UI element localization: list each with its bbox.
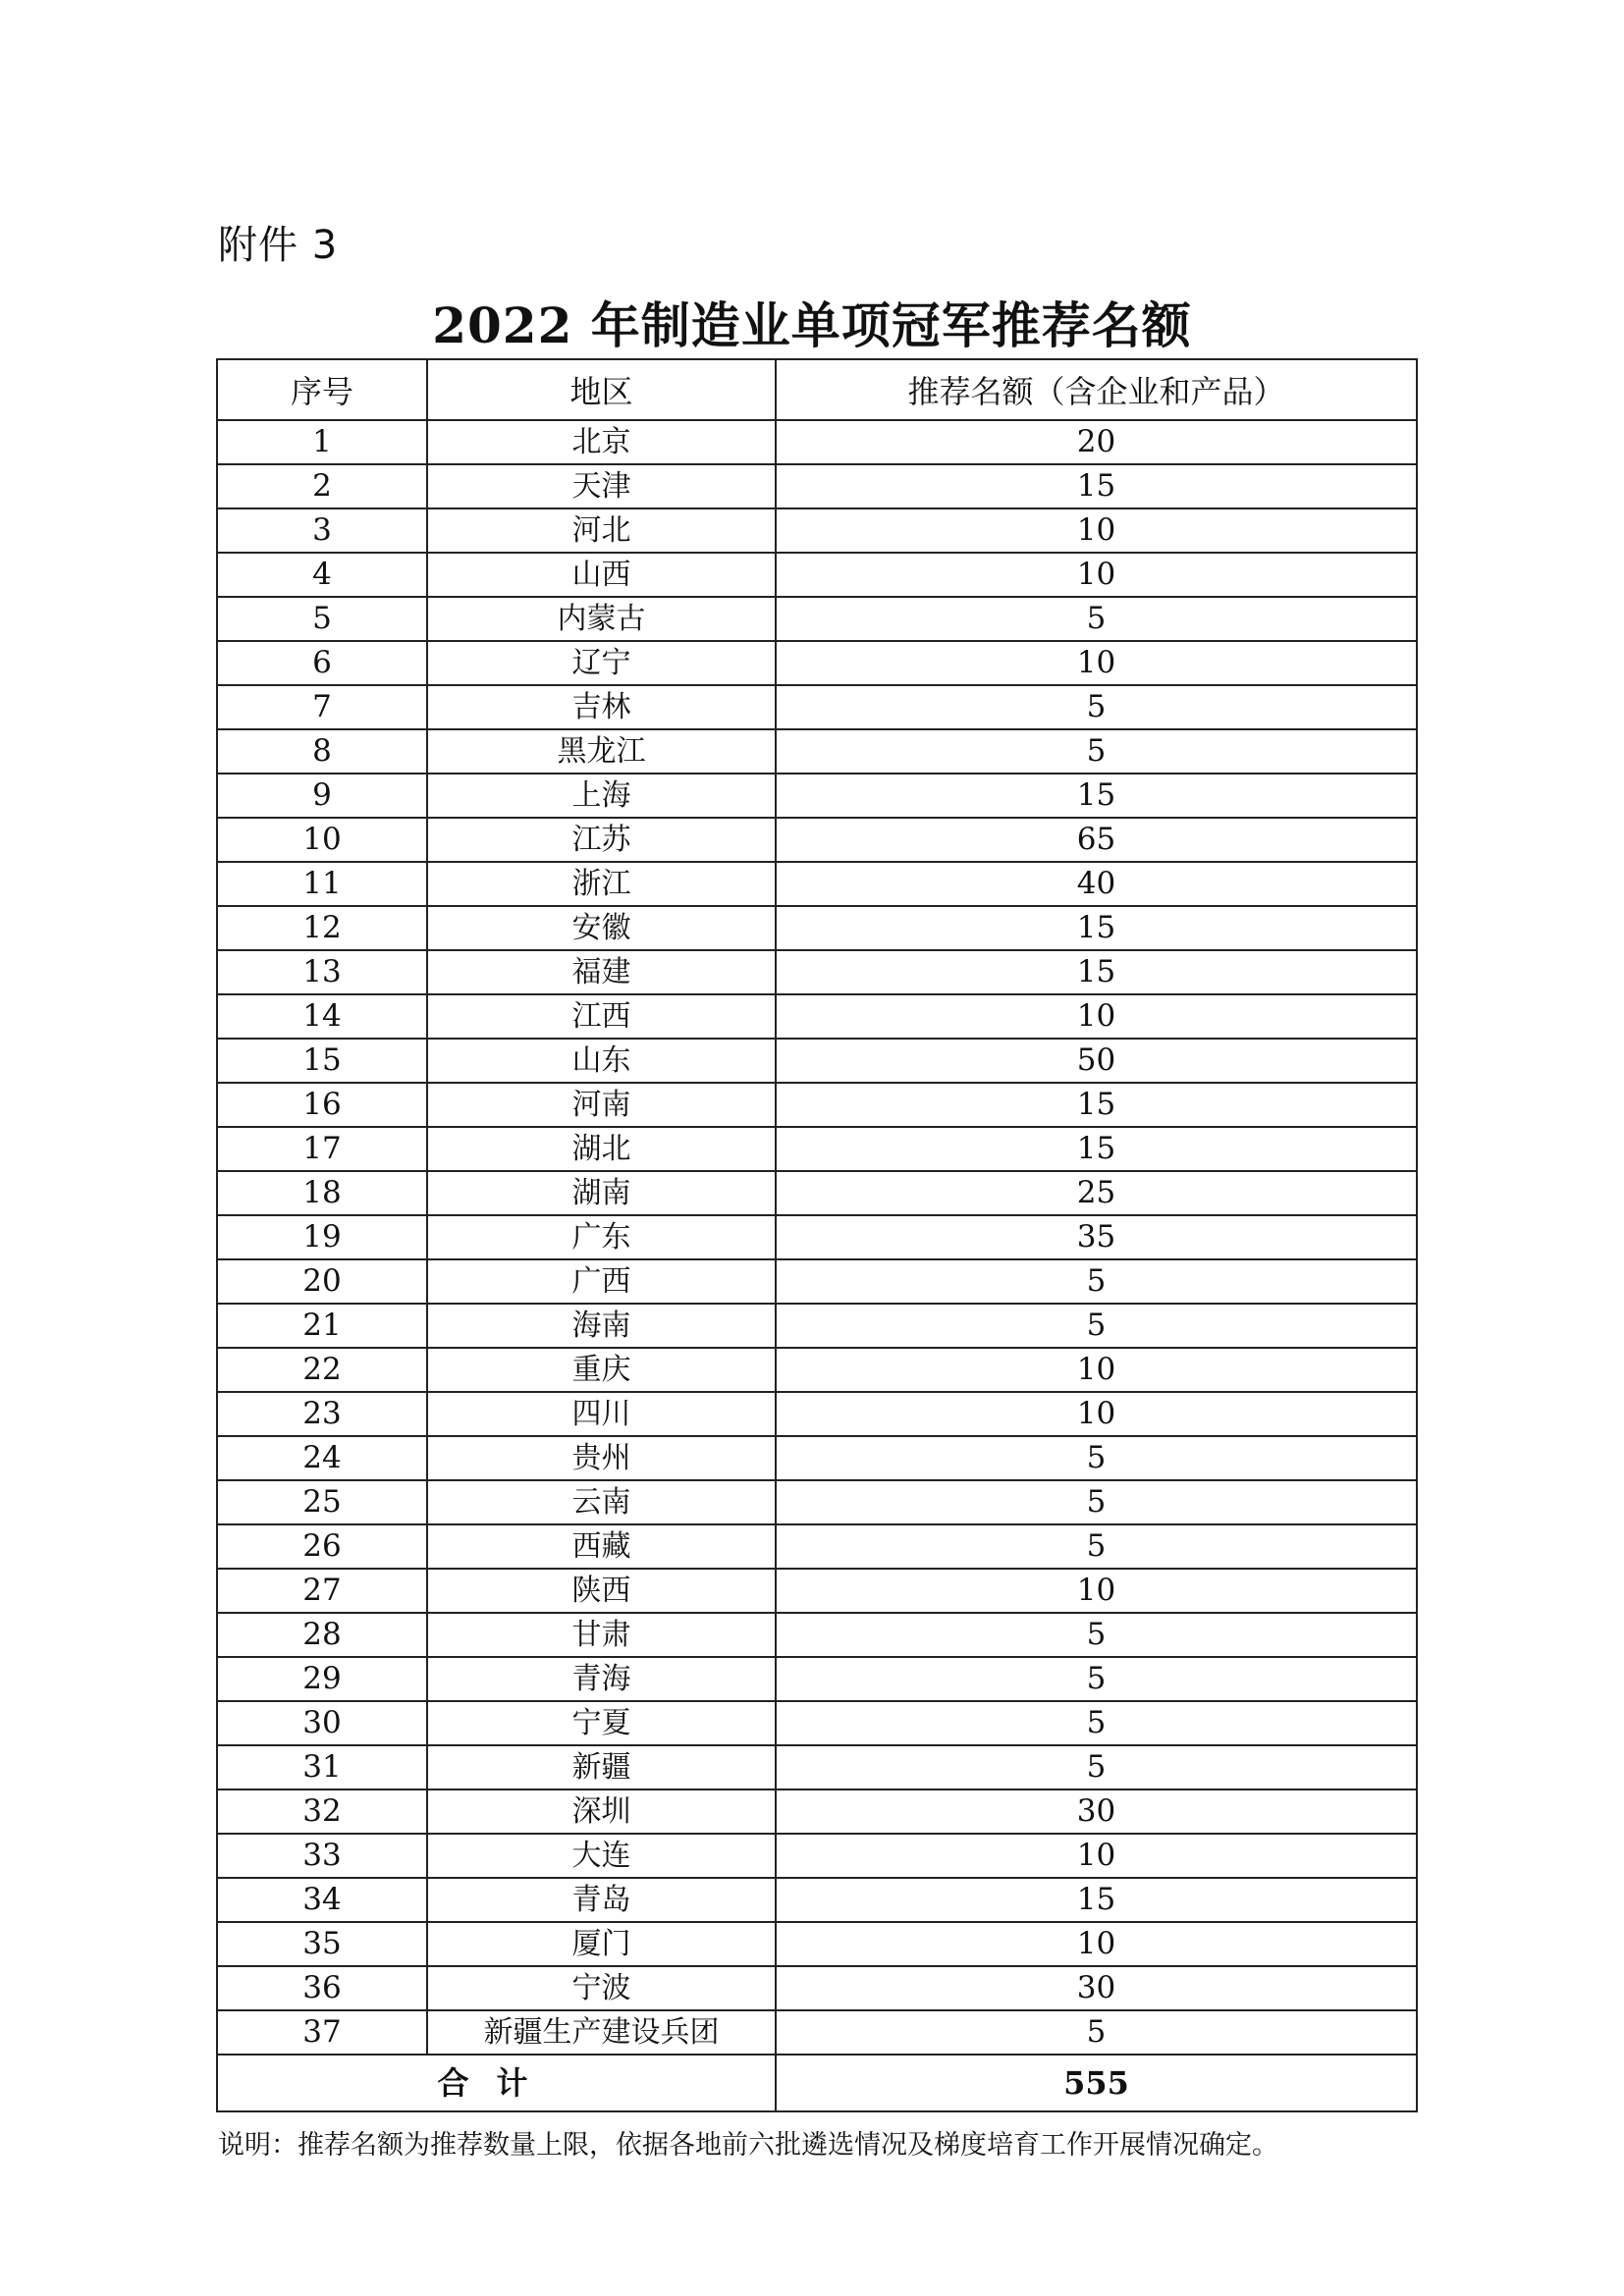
cell-region: 宁波 [427,1966,776,2010]
cell-region: 青海 [427,1657,776,1701]
cell-quota: 10 [776,1348,1417,1392]
cell-quota: 5 [776,1304,1417,1348]
cell-index: 35 [217,1922,427,1966]
table-header [217,359,1417,420]
column-header-region: 地区 [427,359,776,420]
cell-region: 上海 [427,774,776,818]
cell-quota: 10 [776,1392,1417,1436]
table-row [217,994,1417,1039]
cell-region: 湖北 [427,1127,776,1171]
quota-table [216,358,1418,2112]
cell-region: 厦门 [427,1922,776,1966]
cell-index: 33 [217,1834,427,1878]
cell-region: 江西 [427,994,776,1039]
table-row [217,508,1417,553]
cell-region: 内蒙古 [427,597,776,641]
cell-region: 青岛 [427,1878,776,1922]
cell-index: 5 [217,597,427,641]
cell-region: 四川 [427,1392,776,1436]
cell-region: 新疆 [427,1745,776,1789]
cell-quota: 5 [776,2010,1417,2055]
cell-region: 黑龙江 [427,729,776,774]
table-row [217,1966,1417,2010]
table-row [217,685,1417,729]
cell-index: 11 [217,862,427,906]
cell-index: 32 [217,1789,427,1834]
cell-quota: 10 [776,1922,1417,1966]
cell-quota: 15 [776,774,1417,818]
cell-index: 29 [217,1657,427,1701]
cell-region: 贵州 [427,1436,776,1480]
table-row [217,950,1417,994]
cell-quota: 15 [776,950,1417,994]
cell-index: 21 [217,1304,427,1348]
cell-index: 15 [217,1039,427,1083]
cell-index: 12 [217,906,427,950]
cell-quota: 5 [776,729,1417,774]
cell-region: 宁夏 [427,1701,776,1745]
total-row [217,2055,1417,2111]
table-row [217,553,1417,597]
table-row [217,1789,1417,1834]
table-row [217,1480,1417,1524]
cell-quota: 10 [776,553,1417,597]
table-row [217,1083,1417,1127]
cell-index: 16 [217,1083,427,1127]
cell-quota: 20 [776,420,1417,464]
cell-index: 1 [217,420,427,464]
table-row [217,1304,1417,1348]
table-body [217,420,1417,2055]
cell-quota: 10 [776,641,1417,685]
table-row [217,1215,1417,1259]
cell-region: 北京 [427,420,776,464]
cell-quota: 30 [776,1789,1417,1834]
total-value: 555 [776,2055,1417,2111]
cell-index: 34 [217,1878,427,1922]
header-row [217,359,1417,420]
cell-quota: 5 [776,597,1417,641]
cell-index: 26 [217,1524,427,1569]
cell-index: 19 [217,1215,427,1259]
cell-region: 山西 [427,553,776,597]
cell-quota: 40 [776,862,1417,906]
attachment-label: 附件 3 [218,223,339,268]
table-row [217,1039,1417,1083]
cell-index: 18 [217,1171,427,1215]
cell-region: 大连 [427,1834,776,1878]
cell-quota: 15 [776,906,1417,950]
table-row [217,1436,1417,1480]
table-row [217,1259,1417,1304]
cell-quota: 30 [776,1966,1417,2010]
cell-index: 36 [217,1966,427,2010]
cell-index: 27 [217,1569,427,1613]
cell-index: 3 [217,508,427,553]
table-row [217,1569,1417,1613]
cell-quota: 25 [776,1171,1417,1215]
cell-region: 浙江 [427,862,776,906]
cell-index: 13 [217,950,427,994]
table-row [217,1657,1417,1701]
cell-index: 4 [217,553,427,597]
page-title: 2022 年制造业单项冠军推荐名额 [432,296,1192,354]
cell-quota: 5 [776,1259,1417,1304]
total-label: 合计 [217,2055,776,2111]
table-row [217,1613,1417,1657]
column-header-index: 序号 [217,359,427,420]
table-row [217,1922,1417,1966]
table-row [217,906,1417,950]
cell-region: 河南 [427,1083,776,1127]
cell-region: 云南 [427,1480,776,1524]
cell-index: 6 [217,641,427,685]
cell-quota: 5 [776,1657,1417,1701]
cell-index: 37 [217,2010,427,2055]
cell-index: 10 [217,818,427,862]
cell-index: 17 [217,1127,427,1171]
cell-index: 31 [217,1745,427,1789]
table-row [217,1834,1417,1878]
table-row [217,818,1417,862]
table-row [217,862,1417,906]
cell-quota: 35 [776,1215,1417,1259]
cell-quota: 5 [776,1480,1417,1524]
cell-quota: 5 [776,685,1417,729]
cell-quota: 5 [776,1436,1417,1480]
cell-region: 西藏 [427,1524,776,1569]
cell-quota: 15 [776,1083,1417,1127]
table-row [217,464,1417,508]
cell-quota: 50 [776,1039,1417,1083]
cell-index: 20 [217,1259,427,1304]
table-row [217,1524,1417,1569]
cell-region: 重庆 [427,1348,776,1392]
cell-region: 新疆生产建设兵团 [427,2010,776,2055]
cell-quota: 10 [776,508,1417,553]
table-row [217,1127,1417,1171]
cell-region: 陕西 [427,1569,776,1613]
cell-index: 8 [217,729,427,774]
cell-index: 24 [217,1436,427,1480]
table-row [217,641,1417,685]
cell-index: 2 [217,464,427,508]
table-row [217,1878,1417,1922]
cell-index: 9 [217,774,427,818]
cell-quota: 10 [776,1569,1417,1613]
table-row [217,1348,1417,1392]
cell-quota: 65 [776,818,1417,862]
table-row [217,2010,1417,2055]
table-row [217,774,1417,818]
cell-index: 7 [217,685,427,729]
cell-quota: 5 [776,1524,1417,1569]
cell-region: 江苏 [427,818,776,862]
cell-quota: 5 [776,1745,1417,1789]
table-row [217,1701,1417,1745]
cell-region: 海南 [427,1304,776,1348]
cell-region: 广西 [427,1259,776,1304]
table-row [217,729,1417,774]
cell-region: 湖南 [427,1171,776,1215]
cell-region: 深圳 [427,1789,776,1834]
cell-quota: 15 [776,464,1417,508]
cell-index: 22 [217,1348,427,1392]
cell-quota: 15 [776,1127,1417,1171]
cell-quota: 10 [776,1834,1417,1878]
table-row [217,1392,1417,1436]
cell-index: 14 [217,994,427,1039]
cell-quota: 5 [776,1613,1417,1657]
footnote: 说明：推荐名额为推荐数量上限，依据各地前六批遴选情况及梯度培育工作开展情况确定。 [218,2130,1278,2161]
cell-region: 天津 [427,464,776,508]
table-row [217,420,1417,464]
cell-index: 25 [217,1480,427,1524]
cell-quota: 5 [776,1701,1417,1745]
cell-region: 甘肃 [427,1613,776,1657]
table-row [217,1745,1417,1789]
cell-quota: 15 [776,1878,1417,1922]
cell-quota: 10 [776,994,1417,1039]
column-header-quota: 推荐名额（含企业和产品） [776,359,1417,420]
cell-index: 30 [217,1701,427,1745]
cell-region: 安徽 [427,906,776,950]
cell-region: 河北 [427,508,776,553]
cell-region: 福建 [427,950,776,994]
cell-index: 23 [217,1392,427,1436]
cell-region: 山东 [427,1039,776,1083]
cell-region: 吉林 [427,685,776,729]
table-row [217,1171,1417,1215]
cell-region: 广东 [427,1215,776,1259]
cell-region: 辽宁 [427,641,776,685]
table-row [217,597,1417,641]
cell-index: 28 [217,1613,427,1657]
